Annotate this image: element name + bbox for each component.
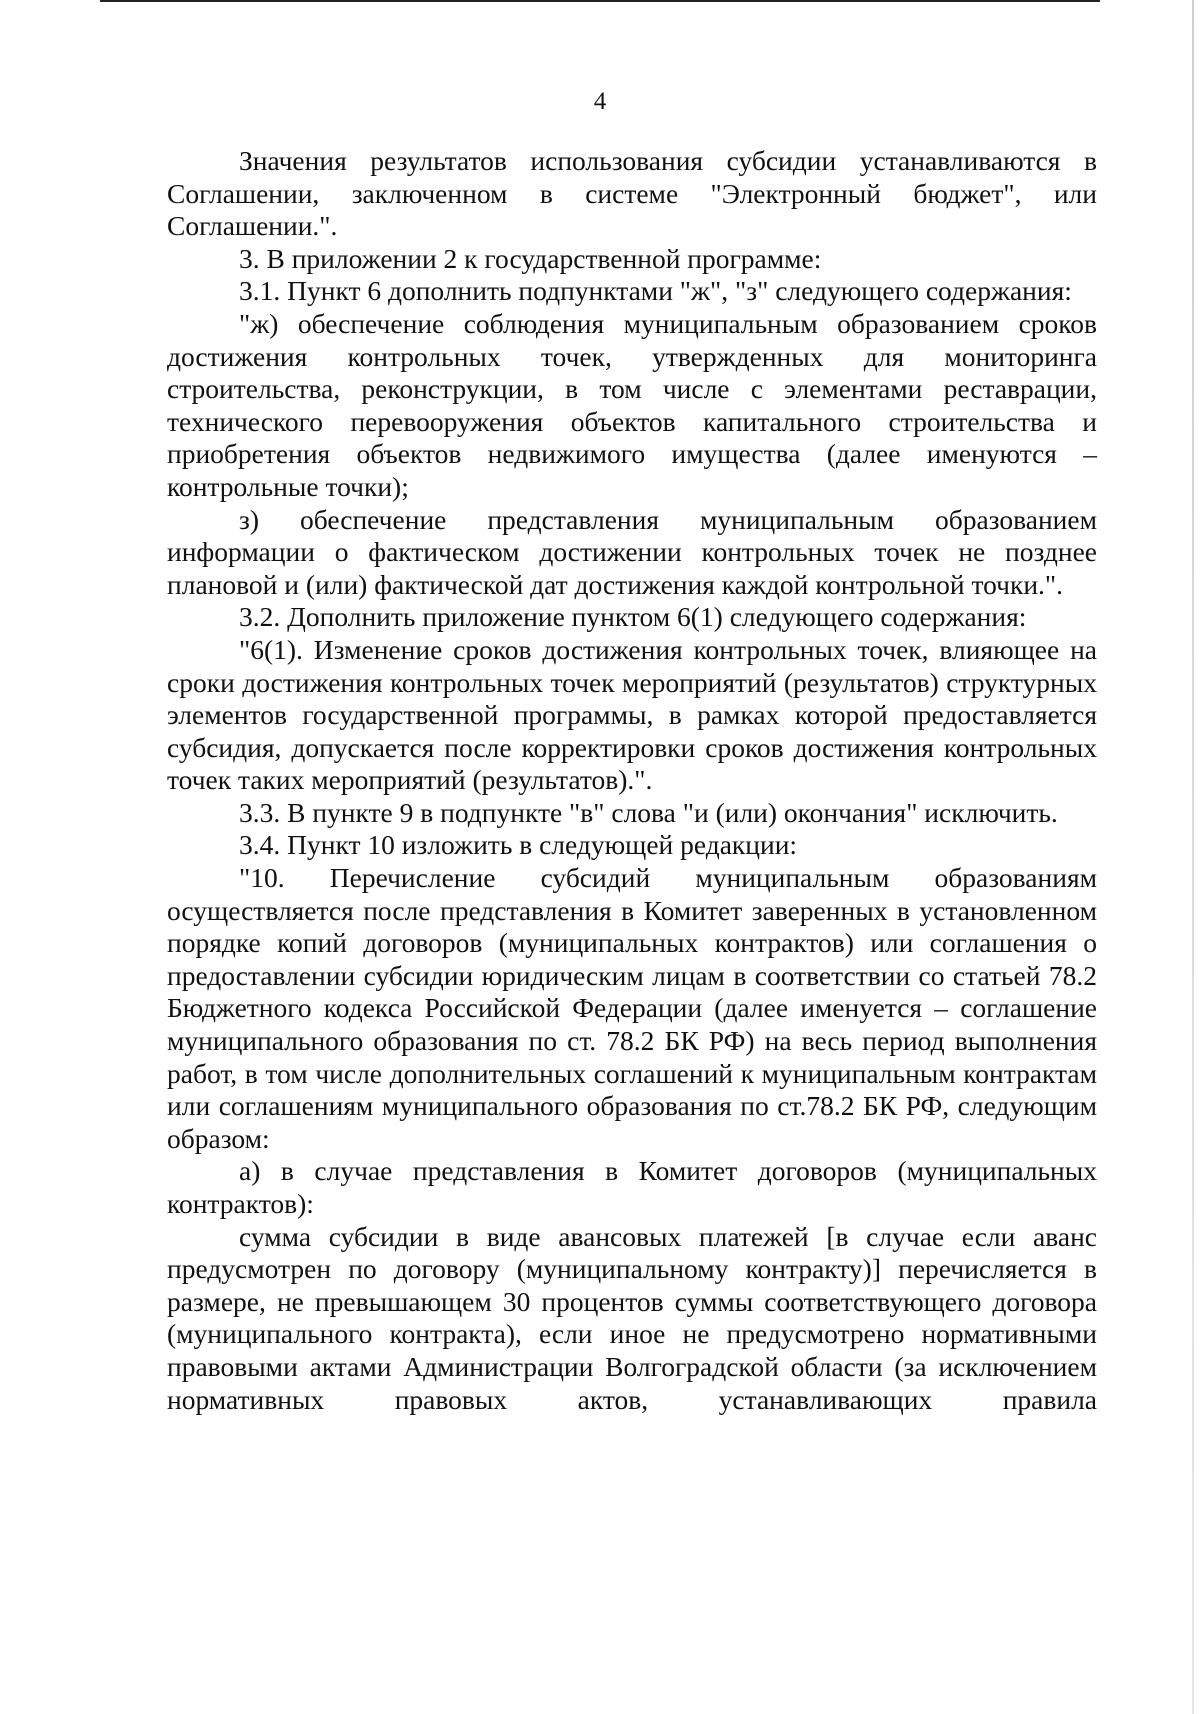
paragraph-3-1: 3.1. Пункт 6 дополнить подпунктами "ж", "з" следующего содержания: xyxy=(239,275,1072,307)
paragraph-subitem-zh: "ж) обеспечение соблюдения муниципальным образованием сроков достижения контрольных точек, утвержденных для мониторинга строительства, реконструкции, в том числе с элементами реставрации, технического перевооружения объектов капитального строительства и приобретения объектов недвижимого имущества (далее именуются – контрольные точки); xyxy=(167,307,1097,502)
paragraph-3-2: 3.2. Дополнить приложение пунктом 6(1) следующего содержания: xyxy=(239,601,1027,633)
paragraph-results-values: Значения результатов использования субсидии устанавливаются в Соглашении, заключенном в системе "Электронный бюджет", или Соглашении.". xyxy=(167,145,1097,242)
paragraph-10-a: а) в случае представления в Комитет договоров (муниципальных контрактов): xyxy=(167,1155,1097,1219)
document-body xyxy=(167,145,1097,1416)
paragraph-6-1: "6(1). Изменение сроков достижения контрольных точек, влияющее на сроки достижения контрольных точек мероприятий (результатов) структурных элементов государственной программы, в рамках которой предоставляется субсидия, допускается после корректировки сроков достижения контрольных точек таких мероприятий (результатов).". xyxy=(167,633,1097,796)
scan-edge-top xyxy=(100,0,1100,2)
paragraph-3-4: 3.4. Пункт 10 изложить в следующей редакции: xyxy=(239,829,798,861)
paragraph-advance-payment: сумма субсидии в виде авансовых платежей [в случае если аванс предусмотрен по договору (муниципальному контракту)] перечисляется в размере, не превышающем 30 процентов суммы соответствующего договора (муниципального контракта), если иное не предусмотрено нормативными правовыми актами Администрации Волгоградской области (за исключением нормативных правовых актов, устанавливающих правила xyxy=(167,1220,1097,1415)
page-number: 4 xyxy=(593,88,607,115)
scan-edge-right xyxy=(1192,0,1194,1714)
paragraph-3-3: 3.3. В пункте 9 в подпункте "в" слова "и (или) окончания" исключить. xyxy=(239,796,1058,828)
paragraph-10: "10. Перечисление субсидий муниципальным образованиям осуществляется после представления в Комитет заверенных в установленном порядке копий договоров (муниципальных контрактов) или соглашения о предоставлении субсидии юридическим лицам в соответствии со статьей 78.2 Бюджетного кодекса Российской Федерации (далее именуется – соглашение муниципального образования по ст. 78.2 БК РФ) на весь период выполнения работ, в том числе дополнительных соглашений к муниципальным контрактам или соглашениям муниципального образования по ст.78.2 БК РФ, следующим образом: xyxy=(167,862,1097,1154)
paragraph-3: 3. В приложении 2 к государственной программе: xyxy=(239,242,822,274)
paragraph-subitem-z: з) обеспечение представления муниципальным образованием информации о фактическом достижении контрольных точек не позднее плановой и (или) фактической дат достижения каждой контрольной точки.". xyxy=(167,503,1097,600)
